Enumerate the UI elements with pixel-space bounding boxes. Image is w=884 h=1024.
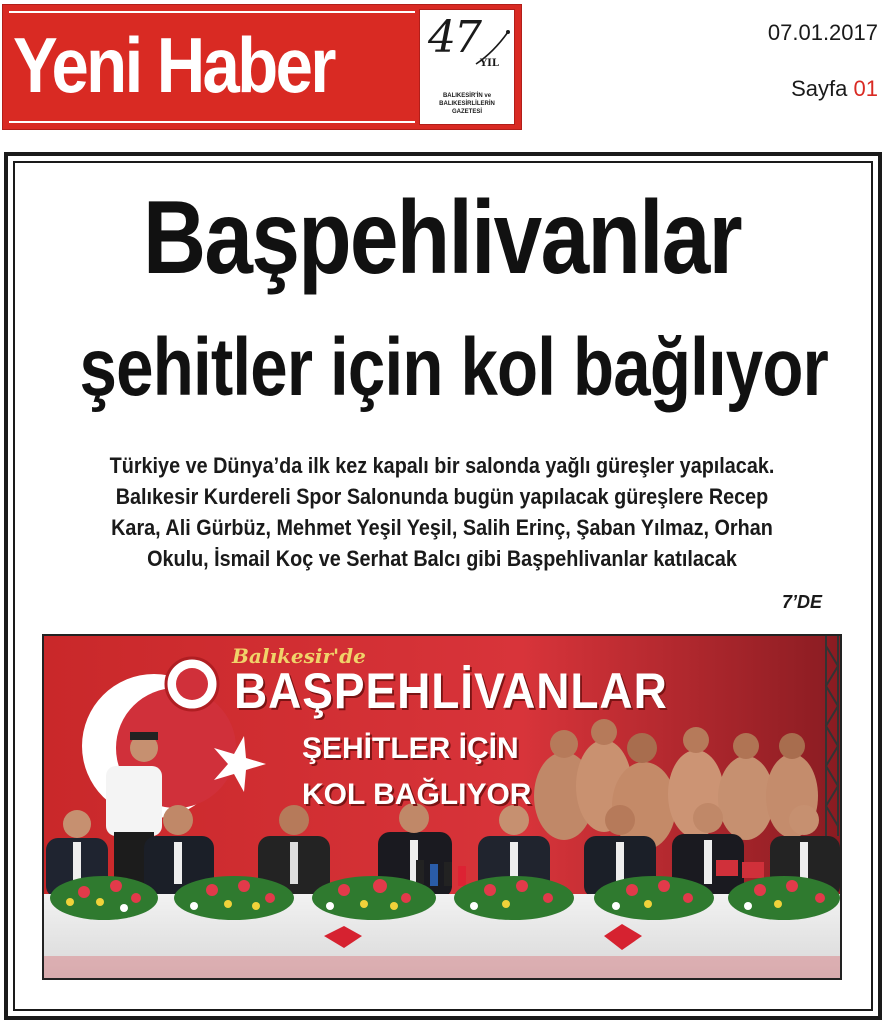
summary-line: Kara, Ali Gürbüz, Mehmet Yeşil Yeşil, Salih Erinç, Şaban Yılmaz, Orhan — [111, 515, 773, 540]
summary-line: Balıkesir Kurdereli Spor Salonunda bugün yapılacak güreşlere Recep — [115, 484, 769, 509]
page-prefix: Sayfa — [791, 76, 848, 101]
press-conference-photo — [42, 634, 842, 980]
headline-secondary: şehitler için kol bağlıyor — [79, 322, 828, 413]
banner-subtitle-2: KOL BAĞLIYOR — [302, 778, 532, 811]
masthead — [2, 4, 522, 130]
continued-on-page: 7’DE — [782, 592, 823, 612]
summary-line: Türkiye ve Dünya’da ilk kez kapalı bir salonda yağlı güreşler yapılacak. — [109, 453, 775, 478]
masthead-rule-bottom — [9, 121, 415, 123]
page-label — [791, 76, 878, 102]
issue-date: 07.01.2017 — [767, 20, 878, 45]
article-summary — [30, 450, 854, 574]
paper-name: Yeni Haber — [13, 21, 334, 109]
masthead-rule-top — [9, 11, 415, 13]
banner-kicker: Balıkesir'de — [232, 644, 366, 668]
emblem-icon — [166, 658, 218, 710]
anniversary-number: 47 — [428, 12, 480, 63]
anniversary-unit: YIL — [480, 58, 499, 69]
page-number: 01 — [853, 76, 878, 101]
slogan: BALIKESİR'İN ve BALIKESİRLİLERİN GAZETESİ — [439, 93, 495, 115]
summary-line: Okulu, İsmail Koç ve Serhat Balcı gibi Başpehlivanlar katılacak — [147, 546, 737, 571]
anniversary-logo — [419, 9, 515, 125]
headline-primary: Başpehlivanlar — [142, 180, 741, 296]
banner-title: BAŞPEHLİVANLAR — [234, 663, 668, 719]
banner-subtitle-1: ŞEHİTLER İÇİN — [302, 732, 519, 765]
